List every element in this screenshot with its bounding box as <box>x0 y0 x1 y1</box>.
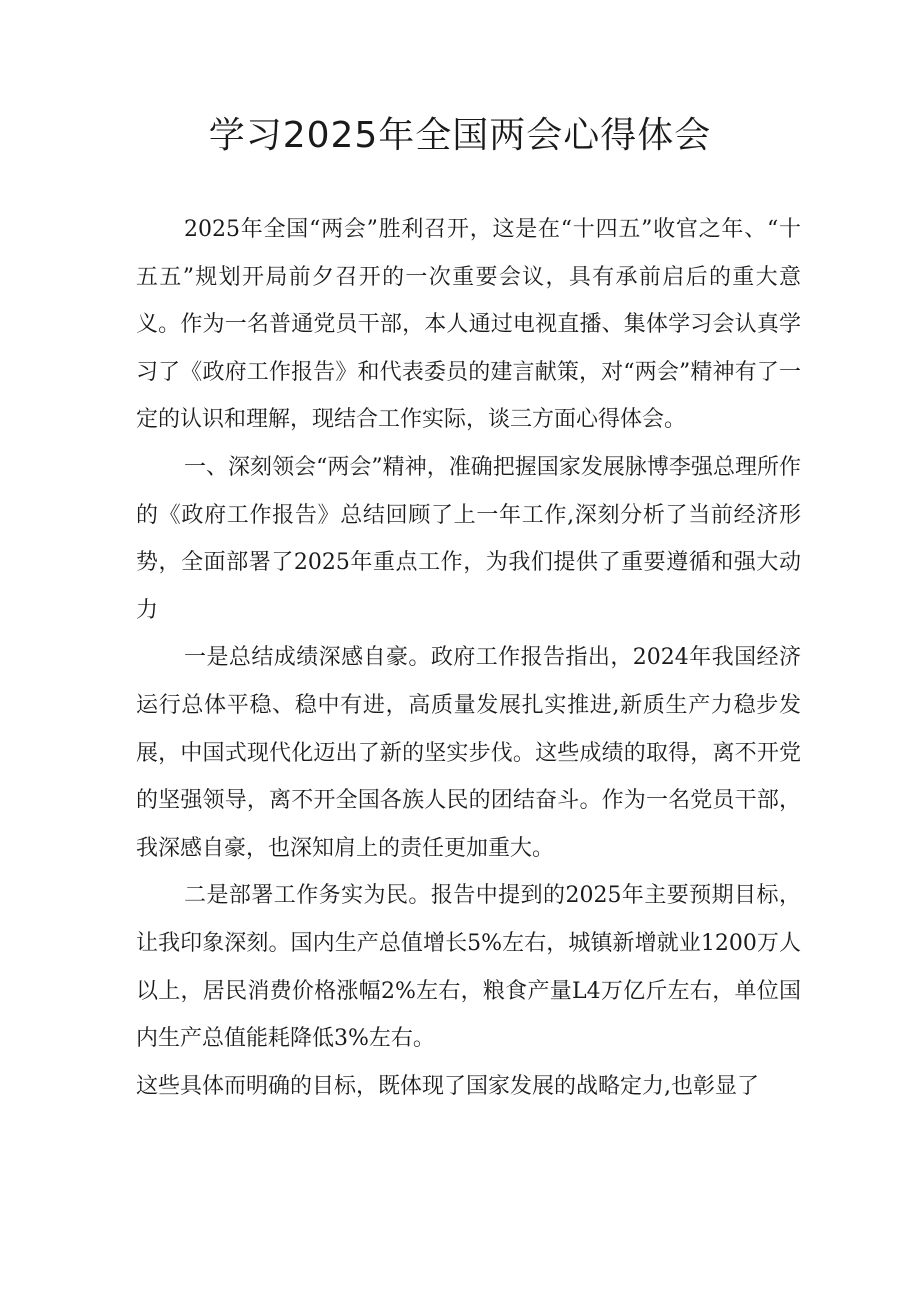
paragraph-continuation: 这些具体而明确的目标，既体现了国家发展的战略定力,也彰显了 <box>136 1073 759 1099</box>
document-body <box>136 206 801 1110</box>
paragraph-intro: 2025年全国“两会”胜利召开，这是在“十四五”收官之年、“十五五”规划开局前夕召开的一次重要会议，具有承前启后的重大意义。作为一名普通党员干部，本人通过电视直播、集体学习会认真学习了《政府工作报告》和代表委员的建言献策，对“两会”精神有了一定的认识和理解，现结合工作实际，谈三方面心得体会。 <box>136 217 801 433</box>
paragraph-point-one: 一是总结成绩深感自豪。政府工作报告指出，2024年我国经济运行总体平稳、稳中有进，高质量发展扎实推进,新质生产力稳步发展，中国式现代化迈出了新的坚实步伐。这些成绩的取得，离不开党的坚强领导，离不开全国各族人民的团结奋斗。作为一名党员干部，我深感自豪，也深知肩上的责任更加重大。 <box>136 645 801 861</box>
paragraph-section-one: 一、深刻领会“两会”精神，准确把握国家发展脉博李强总理所作的《政府工作报告》总结回顾了上一年工作,深刻分析了当前经济形势，全面部署了2025年重点工作，为我们提供了重要遵循和强大动力 <box>136 454 801 623</box>
paragraph-point-two: 二是部署工作务实为民。报告中提到的2025年主要预期目标，让我印象深刻。国内生产总值增长5%左右，城镇新增就业1200万人以上，居民消费价格涨幅2%左右，粮食产量L4万亿斤左右，单位国内生产总值能耗降低3%左右。 <box>136 883 801 1052</box>
document-title: 学习2025年全国两会心得体会 <box>208 115 712 156</box>
